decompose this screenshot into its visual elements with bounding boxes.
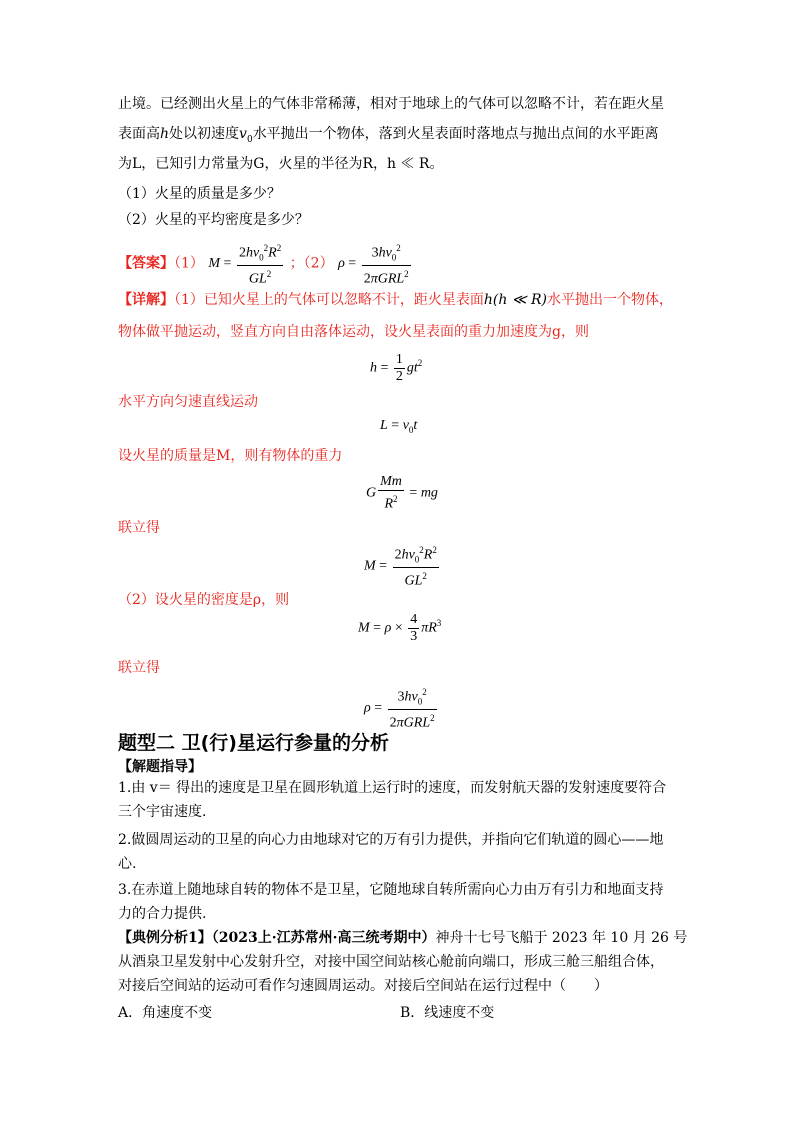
h-condition: h(h ≪ R) <box>483 292 547 308</box>
guide-3-line-2: 力的合力提供. <box>118 906 207 922</box>
guide-3-line-1: 3.在赤道上随地球自转的物体不是卫星，它随地球自转所需向心力由万有引力和地面支持 <box>118 882 664 898</box>
answer-density-formula: ρ = $\frac{3hv_0^2}{2\pi GRL^2}$ <box>338 256 413 271</box>
equation-density-result: ρ = $\frac{3hv_0^2}{2\pi GRL^2}$ <box>364 684 439 732</box>
intro-line-3: 为L，已知引力常量为G，火星的半径为R，h ≪ R。 <box>118 156 444 172</box>
example-line-2: 从酒泉卫星发射中心发射升空，对接中国空间站核心舱前向端口，形成三舱三船组合体， <box>118 954 664 970</box>
detail-line-1: 【详解】（1）已知火星上的气体可以忽略不计，距火星表面h(h ≪ R)水平抛出一个物体， <box>118 292 673 308</box>
example-line-3: 对接后空间站的运动可看作匀速圆周运动。对接后空间站在运行过程中（ ） <box>118 978 608 994</box>
option-b: B．线速度不变 <box>400 1005 495 1021</box>
equation-mass-result: M = $\frac{2hv_0^2R^2}{GL^2}$ <box>364 542 441 590</box>
equation-horizontal: $L = v_0t$ <box>380 418 418 435</box>
answer-mass-formula: M = $\frac{2hv_0^2R^2}{GL^2}$ <box>208 256 285 271</box>
option-a: A．角速度不变 <box>118 1005 213 1021</box>
section-hint: 【解题指导】 <box>118 759 202 775</box>
detail-density-intro: （2）设火星的密度是ρ，则 <box>118 592 290 608</box>
detail-combine-1: 联立得 <box>118 520 160 536</box>
detail-mass-intro: 设火星的质量是M，则有物体的重力 <box>118 448 343 464</box>
guide-2-line-1: 2.做圆周运动的卫星的向心力由地球对它的万有引力提供，并指向它们轨道的圆心——地 <box>118 832 664 848</box>
guide-2-line-2: 心. <box>118 856 137 872</box>
intro-line-1: 止境。已经测出火星上的气体非常稀薄，相对于地球上的气体可以忽略不计，若在距火星 <box>118 96 664 112</box>
section-heading: 题型二 卫(行)星运行参量的分析 <box>118 732 389 754</box>
detail-line-2: 物体做平抛运动，竖直方向自由落体运动，设火星表面的重力加速度为g，则 <box>118 324 589 340</box>
equation-gravity: G $\frac{Mm}{R^2}$ = mg <box>366 474 438 512</box>
equation-free-fall: h = $\frac{1}{2}$ $gt^2$ <box>370 352 423 384</box>
question-1: （1）火星的质量是多少？ <box>118 186 281 202</box>
equation-density-def: M = ρ × $\frac{4}{3}$ $\pi R^3$ <box>358 612 442 644</box>
guide-1-line-2: 三个宇宙速度. <box>118 804 207 820</box>
guide-1-line-1: 1.由 v＝ 得出的速度是卫星在圆形轨道上运行时的速度，而发射航天器的发射速度要符合 <box>118 780 667 796</box>
example-line-1: 【典例分析1】（2023上·江苏常州·高三统考期中）神舟十七号飞船于 2023 年 10 月 26 号 <box>118 930 688 946</box>
answer-line: 【答案】（1） M = $\frac{2hv_0^2R^2}{GL^2}$ ；（2） ρ = $\frac{3hv_0^2}{2\pi GRL^2}$ <box>118 240 413 288</box>
detail-combine-2: 联立得 <box>118 660 160 676</box>
intro-line-2: 表面高h处以初速度$v_0$水平抛出一个物体，落到火星表面时落地点与抛出点间的水平距离 <box>118 126 659 145</box>
question-2: （2）火星的平均密度是多少？ <box>118 212 309 228</box>
detail-horizontal: 水平方向匀速直线运动 <box>118 394 258 410</box>
